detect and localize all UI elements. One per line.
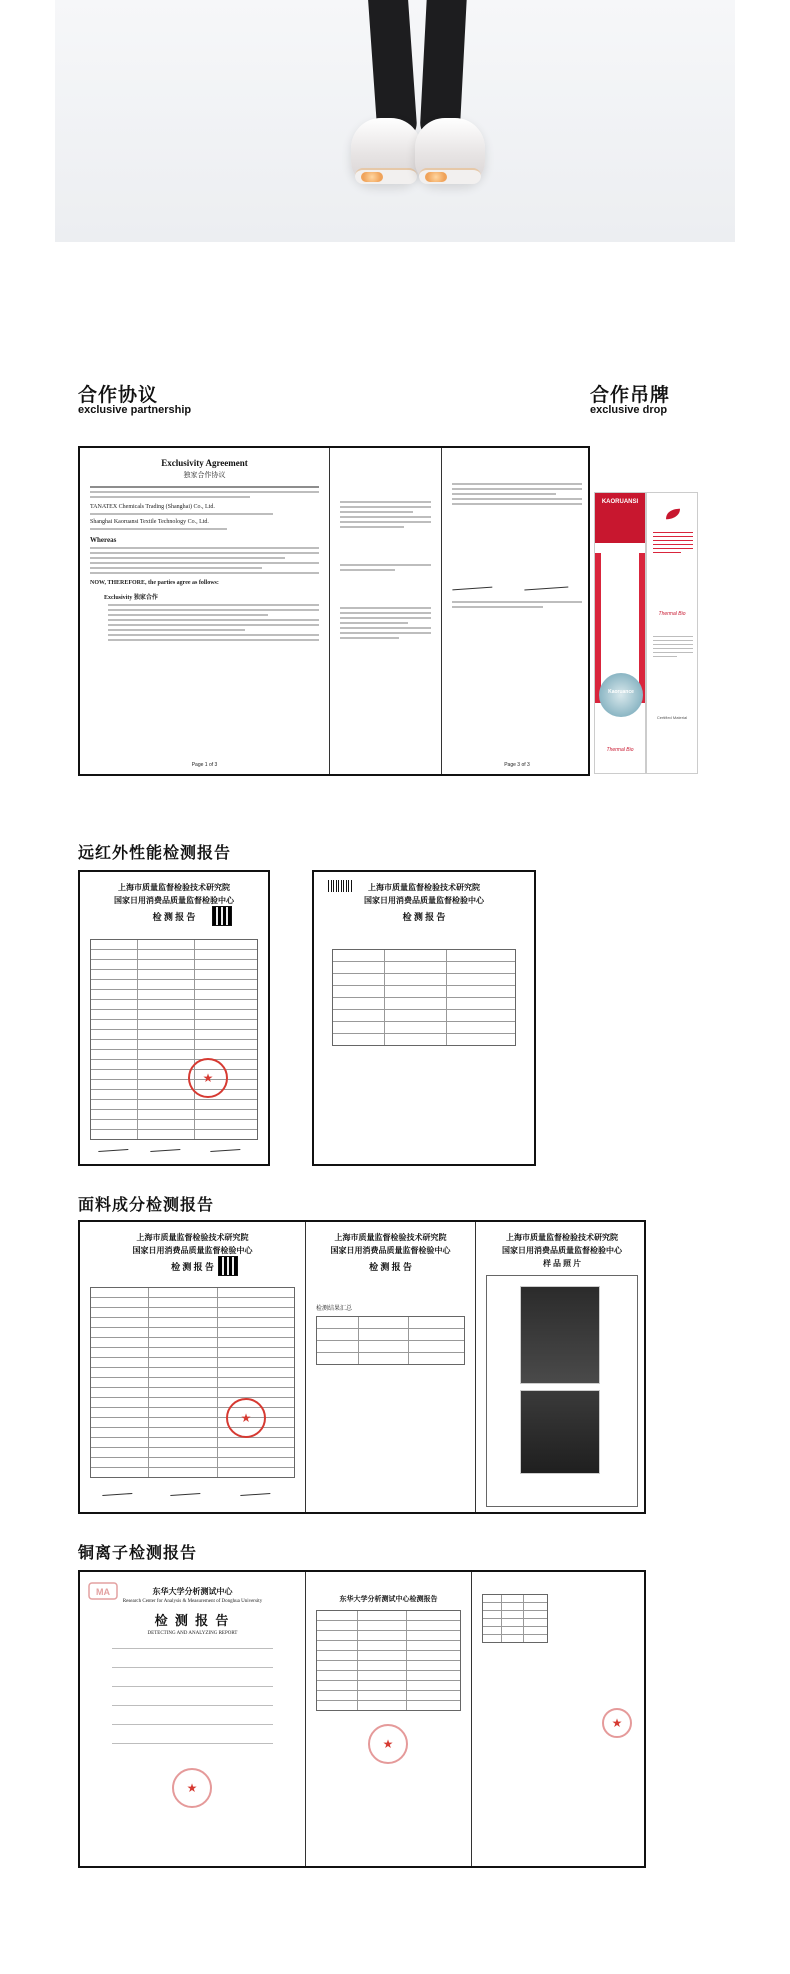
report-heading: 检 测 报 告: [369, 1262, 412, 1272]
hangtag-graphic: [599, 673, 643, 717]
official-stamp: [188, 1058, 228, 1098]
report-heading: 检 测 报 告: [171, 1262, 214, 1272]
hangtag-brand: KAORUANSI: [601, 499, 639, 505]
agreement-documents: [78, 446, 590, 776]
hangtag-back-product: Thermal Bio: [658, 611, 686, 617]
fabric-report-page-2: [306, 1222, 476, 1512]
fabric-reports: [78, 1220, 646, 1514]
official-stamp: [172, 1768, 212, 1808]
agreement-title: Exclusivity Agreement: [161, 458, 248, 468]
hangtag-certified: Certified Material: [656, 715, 688, 720]
report-institute: 上海市质量监督检验技术研究院: [136, 1233, 249, 1242]
fabric-title: 面料成分检测报告: [78, 1197, 215, 1214]
official-stamp: [368, 1724, 408, 1764]
leaf-icon: [664, 507, 682, 521]
agreement-page-3: [442, 448, 590, 774]
signature: [150, 1139, 181, 1152]
report-center: 国家日用消费品质量监督检验中心: [364, 896, 484, 905]
hero-product-image: [55, 0, 735, 242]
dhu-report-sheet-title: 东华大学分析测试中心检测报告: [339, 1595, 438, 1603]
hangtag-product: Thermal Bio: [606, 747, 634, 753]
fabric-report-page-1: [80, 1222, 306, 1512]
copper-report-page-3: [472, 1572, 646, 1866]
dhu-report-title: 检 测 报 告: [154, 1613, 231, 1628]
sample-photos-heading: 样 品 照 片: [543, 1259, 581, 1268]
svg-text:MA: MA: [96, 1587, 110, 1597]
agreement-party-b: Shanghai Kaoruansi Textile Technology Co., Ltd.: [90, 519, 209, 525]
qr-code: [218, 1256, 238, 1276]
fabric-report-page-3: [476, 1222, 646, 1512]
signature: [170, 1483, 201, 1496]
report-heading: 检 测 报 告: [152, 912, 196, 922]
sneaker-left: [351, 118, 421, 184]
cma-logo-icon: [88, 1582, 118, 1600]
agreement-page-1: [80, 448, 330, 774]
partnership-subtitle: exclusive partnership: [78, 404, 192, 416]
barcode: [328, 880, 352, 892]
agreement-now-therefore: NOW, THEREFORE, the parties agree as follows:: [90, 580, 219, 586]
signature: [524, 576, 569, 590]
qr-code: [212, 906, 232, 926]
report-center: 国家日用消费品质量监督检验中心: [114, 896, 234, 905]
hangtag-front: [594, 492, 646, 774]
dhu-report-title-en: DETECTING AND ANALYZING REPORT: [147, 1631, 238, 1636]
report-institute: 上海市质量监督检验技术研究院: [368, 883, 480, 892]
dhu-center-name-en: Research Center for Analysis & Measurement of Donghua University: [122, 1599, 263, 1604]
agreement-clause-1: Exclusivity 独家合作: [104, 595, 158, 601]
partnership-title: 合作协议: [78, 385, 159, 406]
hangtag-badge: Kaoruance: [608, 689, 634, 695]
hangtag-subtitle: exclusive drop: [590, 404, 668, 416]
agreement-page-number: Page 3 of 3: [504, 762, 530, 768]
signature: [210, 1139, 241, 1152]
far-infrared-report-2: [312, 870, 536, 1166]
dhu-center-name: 东华大学分析测试中心: [152, 1587, 233, 1596]
report-institute: 上海市质量监督检验技术研究院: [118, 883, 230, 892]
signature: [452, 577, 493, 591]
agreement-whereas: Whereas: [90, 536, 117, 544]
far-infrared-title: 远红外性能检测报告: [78, 845, 232, 862]
report-heading: 检 测 报 告: [402, 912, 446, 922]
report-center: 国家日用消费品质量监督检验中心: [132, 1246, 253, 1255]
hangtag-back: [646, 492, 698, 774]
sneaker-right: [415, 118, 485, 184]
copper-report-page-2: [306, 1572, 472, 1866]
sample-photo-fabric: [520, 1286, 600, 1384]
copper-reports: [78, 1570, 646, 1868]
hangtag-title: 合作吊牌: [590, 385, 671, 406]
official-stamp: [602, 1708, 632, 1738]
report-center: 国家日用消费品质量监督检验中心: [330, 1246, 451, 1255]
copper-title: 铜离子检测报告: [78, 1545, 198, 1562]
report-institute: 上海市质量监督检验技术研究院: [506, 1233, 618, 1242]
agreement-party-a: TANATEX Chemicals Trading (Shanghai) Co., Ltd.: [90, 504, 215, 510]
agreement-page-number: Page 1 of 3: [191, 762, 218, 768]
agreement-page-2: [330, 448, 442, 774]
report-institute: 上海市质量监督检验技术研究院: [334, 1233, 447, 1242]
far-infrared-report-1: [78, 870, 270, 1166]
copper-report-cover: [80, 1572, 306, 1866]
sample-photo-garment: [520, 1390, 600, 1474]
signature: [98, 1139, 129, 1152]
summary-heading: 检测结果汇总: [316, 1306, 353, 1312]
agreement-subtitle: 独家合作协议: [183, 471, 226, 479]
official-stamp: [226, 1398, 266, 1438]
report-center: 国家日用消费品质量监督检验中心: [502, 1246, 622, 1255]
signature: [102, 1483, 133, 1496]
signature: [240, 1483, 271, 1496]
